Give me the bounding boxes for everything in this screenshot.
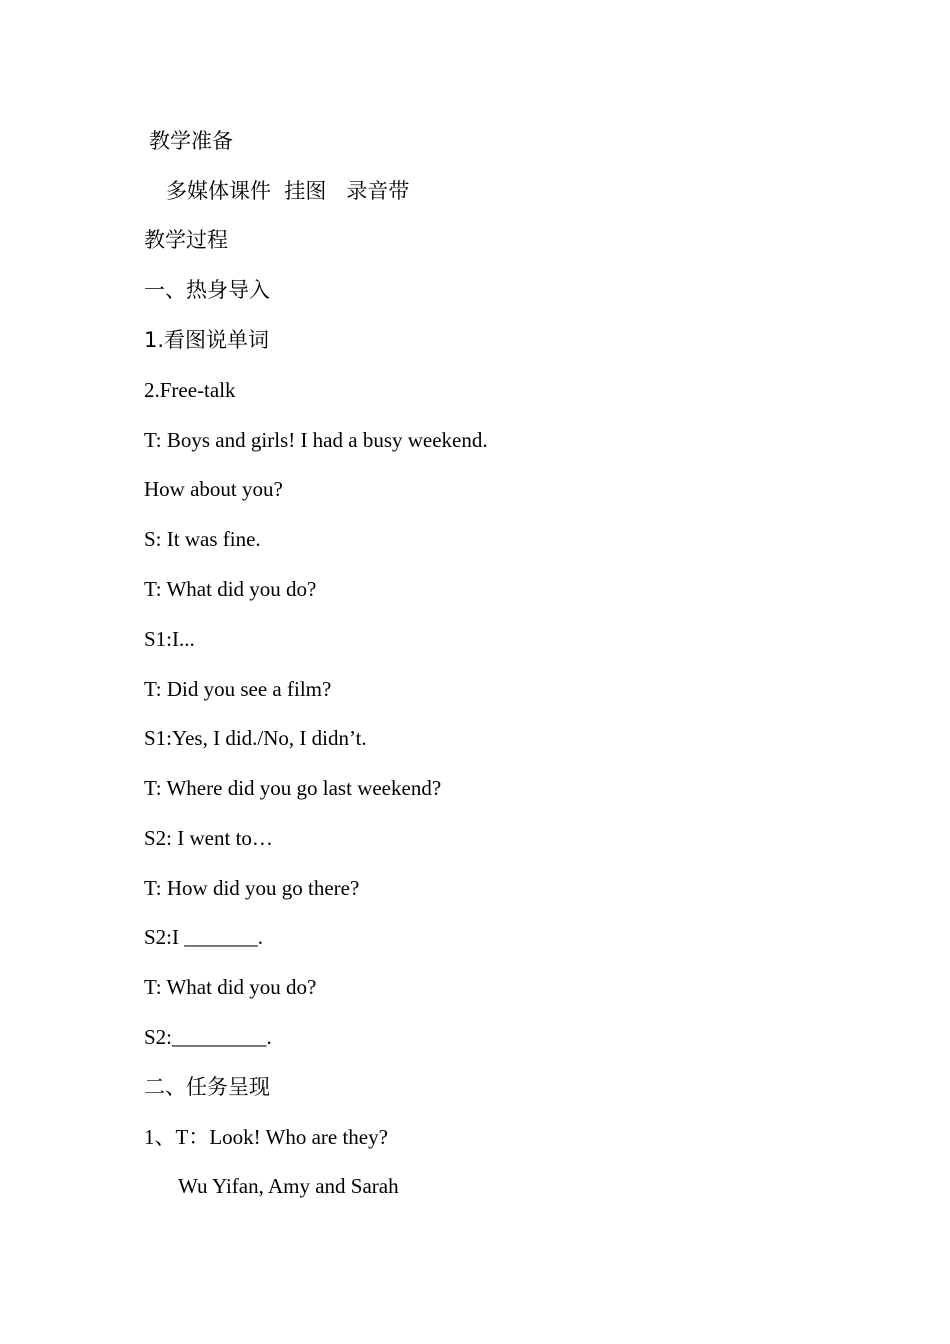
task-answer: Wu Yifan, Amy and Sarah bbox=[178, 1174, 399, 1198]
step-heading-warmup: 一、热身导入 bbox=[144, 278, 270, 302]
dialogue-line: How about you? bbox=[144, 477, 283, 501]
section-heading-process: 教学过程 bbox=[144, 228, 228, 252]
dialogue-line: S2: I went to… bbox=[144, 826, 273, 850]
dialogue-line: T: Boys and girls! I had a busy weekend. bbox=[144, 428, 488, 452]
dialogue-line: S1:I... bbox=[144, 627, 195, 651]
dialogue-line: S2:I _______. bbox=[144, 925, 264, 949]
section-heading-preparation: 教学准备 bbox=[149, 129, 233, 153]
dialogue-line: T: What did you do? bbox=[144, 975, 317, 999]
task-item-1: 1、T：Look! Who are they? bbox=[144, 1125, 388, 1149]
dialogue-line: T: Did you see a film? bbox=[144, 677, 332, 701]
materials-line: 多媒体课件 挂图 录音带 bbox=[166, 179, 410, 203]
warmup-item-2: 2.Free-talk bbox=[144, 378, 236, 402]
dialogue-line: T: What did you do? bbox=[144, 577, 317, 601]
dialogue-line: S: It was fine. bbox=[144, 527, 261, 551]
warmup-item-1: 1.看图说单词 bbox=[144, 328, 270, 352]
dialogue-line: S2:_________. bbox=[144, 1025, 272, 1049]
dialogue-line: S1:Yes, I did./No, I didn’t. bbox=[144, 726, 367, 750]
dialogue-line: T: How did you go there? bbox=[144, 876, 360, 900]
dialogue-line: T: Where did you go last weekend? bbox=[144, 776, 442, 800]
step-heading-task: 二、任务呈现 bbox=[144, 1075, 270, 1099]
